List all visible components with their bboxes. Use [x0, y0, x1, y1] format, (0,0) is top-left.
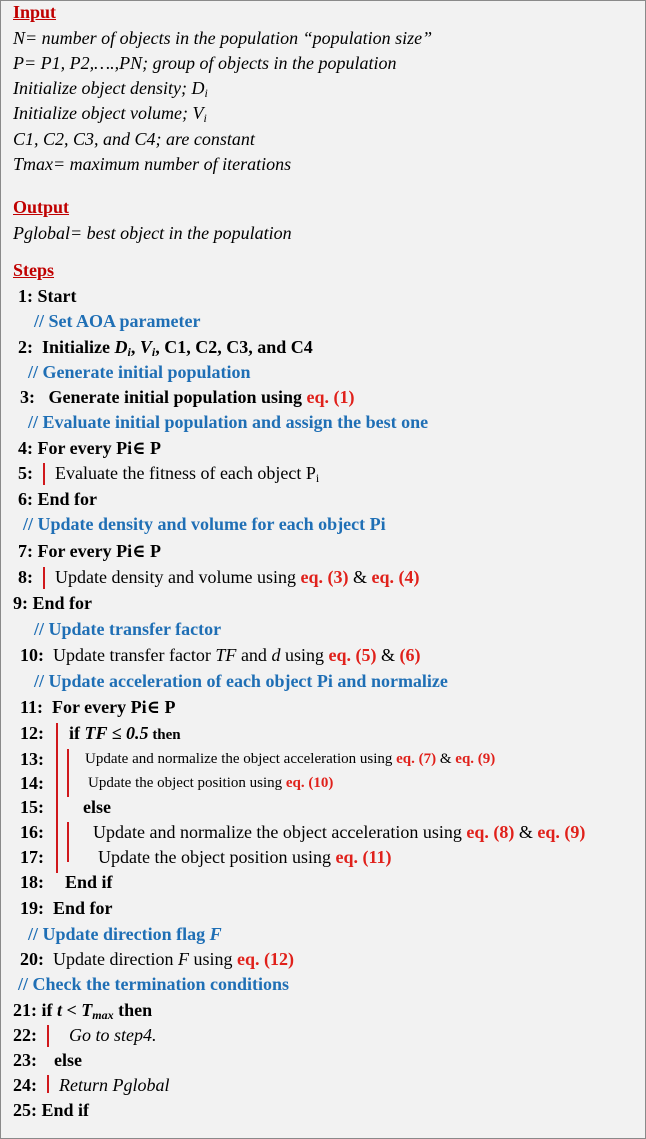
step-16-number: 16: [20, 822, 44, 842]
comment-set-aoa: // Set AOA parameter [34, 311, 201, 331]
step-23-number: 23: [13, 1050, 37, 1070]
step-5-block-bar [43, 463, 45, 485]
step-23-text: else [54, 1050, 82, 1070]
input-line-6: Tmax= maximum number of iterations [13, 154, 292, 174]
step-2: 2: Initialize $D_i$, $V_i$, C1, C2, C3, and C4 [18, 337, 313, 359]
step-15-text: else [83, 797, 111, 817]
step-16-text: Update and normalize the object acceleration using eq. (8) & eq. (9) [93, 822, 586, 842]
step-6: 6: End for [18, 489, 98, 509]
step-14-number: 14: [20, 773, 44, 793]
step-8-number: 8: [18, 567, 33, 587]
input-line-2: P= P1, P2,….,PN; group of objects in the population [13, 53, 397, 73]
step-5-text: Evaluate the fitness of each object $P_i$ [55, 463, 320, 485]
step-13-number: 13: [20, 749, 44, 769]
step-22-number: 22: [13, 1025, 37, 1045]
input-line-3: Initialize object density; $D_i$ [13, 78, 208, 100]
comment-evaluate: // Evaluate initial population and assign the best one [28, 412, 429, 432]
else-final-block-bar [47, 1075, 49, 1093]
step-20: 20: Update direction F using eq. (12) [20, 949, 294, 969]
step-18-text: End if [65, 872, 113, 892]
step-9: 9: End for [13, 593, 93, 613]
input-line-4: Initialize object volume; $V_i$ [13, 103, 207, 125]
step-21: 21: if $t < T_{max}$ then [13, 1000, 153, 1022]
comment-termination: // Check the termination conditions [18, 974, 290, 994]
step-13-text: Update and normalize the object acceleration using eq. (7) & eq. (9) [85, 751, 496, 767]
output-heading: Output [13, 197, 70, 217]
then-block-bar [47, 1025, 49, 1047]
comment-generate: // Generate initial population [28, 362, 251, 382]
step-3: 3: Generate initial population using eq. (1) [20, 387, 355, 407]
step-22-text: Go to step4. [69, 1025, 157, 1045]
comment-direction-flag: // Update direction flag F [28, 924, 222, 944]
step-14-text: Update the object position using eq. (10) [88, 775, 334, 791]
step-8-text: Update density and volume using eq. (3) & eq. (4) [55, 567, 420, 587]
if-block-bar [67, 749, 69, 797]
step-18-number: 18: [20, 872, 44, 892]
step-19: 19: End for [20, 898, 113, 918]
step-25: 25: End if [13, 1100, 90, 1120]
input-heading: Input [13, 2, 57, 22]
step-24-number: 24: [13, 1075, 37, 1095]
step-4: 4: For every Pi∈ P [18, 438, 161, 458]
for-block-bar [56, 723, 58, 873]
step-7: 7: For every Pi∈ P [18, 541, 161, 561]
step-5-number: 5: [18, 463, 33, 483]
step-12-text: if TF ≤ 0.5 then [69, 723, 181, 743]
step-8-block-bar [43, 567, 45, 589]
comment-acceleration: // Update acceleration of each object Pi and normalize [34, 671, 448, 691]
comment-transfer-factor: // Update transfer factor [34, 619, 222, 639]
output-line-1: Pglobal= best object in the population [13, 223, 292, 243]
step-12-number: 12: [20, 723, 44, 743]
input-line-5: C1, C2, C3, and C4; are constant [13, 129, 255, 149]
step-10: 10: Update transfer factor TF and d using eq. (5) & (6) [20, 645, 421, 665]
step-24-text: Return Pglobal [59, 1075, 170, 1095]
step-1: 1: Start [18, 286, 77, 306]
comment-update-density: // Update density and volume for each object Pi [23, 514, 386, 534]
steps-heading: Steps [13, 260, 55, 280]
else-block-bar [67, 822, 69, 862]
input-line-1: N= number of objects in the population “population size” [13, 28, 433, 48]
step-17-number: 17: [20, 847, 44, 867]
step-17-text: Update the object position using eq. (11) [98, 847, 392, 867]
step-11: 11: For every Pi∈ P [20, 697, 176, 717]
step-15-number: 15: [20, 797, 44, 817]
